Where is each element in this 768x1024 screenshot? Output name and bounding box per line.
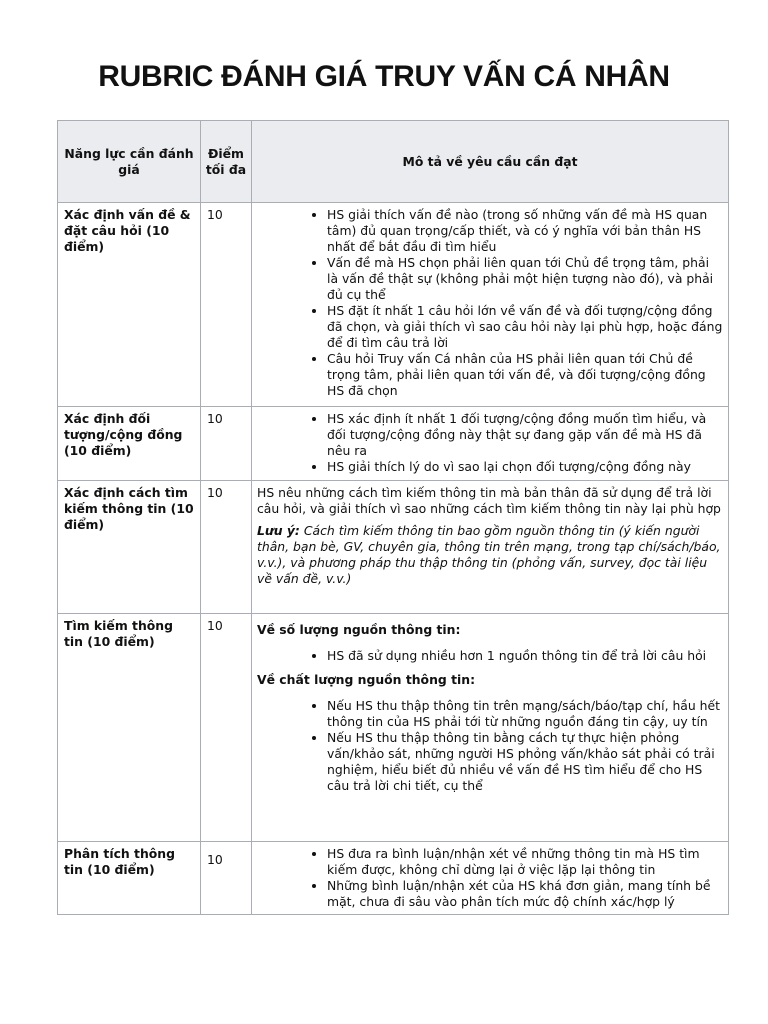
page-title: RUBRIC ĐÁNH GIÁ TRUY VẤN CÁ NHÂN <box>98 60 670 93</box>
score-cell: 10 <box>201 203 252 407</box>
list-item: • HS giải thích vấn đề nào (trong số những vấn đề mà HS quan tâm) đủ quan trọng/cấp thiết, và có ý nghĩa với bản thân HS nhất để bắt đầu đi tìm hiểu <box>327 207 723 255</box>
criterion-cell: Xác định cách tìm kiếm thông tin (10 điểm) <box>58 481 201 614</box>
criterion-cell: Xác định đối tượng/cộng đồng (10 điểm) <box>58 407 201 481</box>
table-header-row <box>58 121 729 203</box>
list-item: • Nếu HS thu thập thông tin bằng cách tự thực hiện phỏng vấn/khảo sát, những người HS phỏng vấn/khảo sát phải có trải nghiệm, hiểu biết đủ nhiều về vấn đề HS tìm hiểu để cho HS câu trả lời chi tiết, cụ thể <box>327 730 723 794</box>
note-text: Cách tìm kiếm thông tin bao gồm nguồn thông tin (ý kiến người thân, bạn bè, GV, chuyên gia, thông tin trên mạng, trong tạp chí/sách/báo, v.v.), và phương pháp thu thập thông tin (phỏng vấn, survey, đọc tài liệu về vấn đề, v.v.) <box>257 523 721 586</box>
criterion-cell: Phân tích thông tin (10 điểm) <box>58 842 201 915</box>
criterion-cell: Xác định vấn đề & đặt câu hỏi (10 điểm) <box>58 203 201 407</box>
description-cell <box>252 203 729 407</box>
note-paragraph <box>257 523 723 587</box>
quality-heading: Về chất lượng nguồn thông tin: <box>257 672 476 687</box>
table-row <box>58 203 729 407</box>
table-row <box>58 407 729 481</box>
score-cell: 10 <box>201 407 252 481</box>
header-description: Mô tả về yêu cầu cần đạt <box>252 121 729 203</box>
list-item: • HS giải thích lý do vì sao lại chọn đối tượng/cộng đồng này <box>327 459 723 475</box>
list-item: • Câu hỏi Truy vấn Cá nhân của HS phải liên quan tới Chủ đề trọng tâm, phải liên quan tới vấn đề, và đối tượng/cộng đồng HS đã chọn <box>327 351 723 399</box>
score-cell: 10 <box>201 481 252 614</box>
score-cell: 10 <box>201 614 252 842</box>
description-cell <box>252 614 729 842</box>
note-label: Lưu ý: <box>257 523 300 538</box>
list-item: • Những bình luận/nhận xét của HS khá đơn giản, mang tính bề mặt, chưa đi sâu vào phân tích mức độ chính xác/hợp lý <box>327 878 723 910</box>
table-row <box>58 481 729 614</box>
quantity-heading: Về số lượng nguồn thông tin: <box>257 622 461 637</box>
table-row <box>58 614 729 842</box>
list-item: • HS đã sử dụng nhiều hơn 1 nguồn thông tin để trả lời câu hỏi <box>327 648 723 664</box>
table-row <box>58 842 729 915</box>
list-item: • HS đặt ít nhất 1 câu hỏi lớn về vấn đề và đối tượng/cộng đồng đã chọn, và giải thích vì sao câu hỏi này lại phù hợp, hoặc đáng để đi tìm câu trả lời <box>327 303 723 351</box>
list-item: • Vấn đề mà HS chọn phải liên quan tới Chủ đề trọng tâm, phải là vấn đề thật sự (không phải một hiện tượng nào đó), và phải đủ cụ thể <box>327 255 723 303</box>
bullet-list <box>257 698 723 794</box>
score-cell: 10 <box>201 842 252 915</box>
header-max-score: Điểm tối đa <box>201 121 252 203</box>
rubric-table <box>57 120 729 915</box>
bullet-list <box>257 846 723 910</box>
description-cell <box>252 481 729 614</box>
list-item: • HS xác định ít nhất 1 đối tượng/cộng đồng muốn tìm hiểu, và đối tượng/cộng đồng này thật sự đang gặp vấn đề mà HS đã nêu ra <box>327 411 723 459</box>
bullet-list <box>257 411 723 475</box>
bullet-list <box>257 648 723 664</box>
bullet-list <box>257 207 723 399</box>
description-paragraph: HS nêu những cách tìm kiếm thông tin mà bản thân đã sử dụng để trả lời câu hỏi, và giải thích vì sao những cách tìm kiếm thông tin này lại phù hợp <box>257 485 721 516</box>
list-item: • Nếu HS thu thập thông tin trên mạng/sách/báo/tạp chí, hầu hết thông tin của HS phải tới từ những nguồn đáng tin cậy, uy tín <box>327 698 723 730</box>
description-cell <box>252 407 729 481</box>
criterion-cell: Tìm kiếm thông tin (10 điểm) <box>58 614 201 842</box>
list-item: • HS đưa ra bình luận/nhận xét về những thông tin mà HS tìm kiếm được, không chỉ dừng lại ở việc lặp lại thông tin <box>327 846 723 878</box>
header-criterion: Năng lực cần đánh giá <box>58 121 201 203</box>
description-cell <box>252 842 729 915</box>
